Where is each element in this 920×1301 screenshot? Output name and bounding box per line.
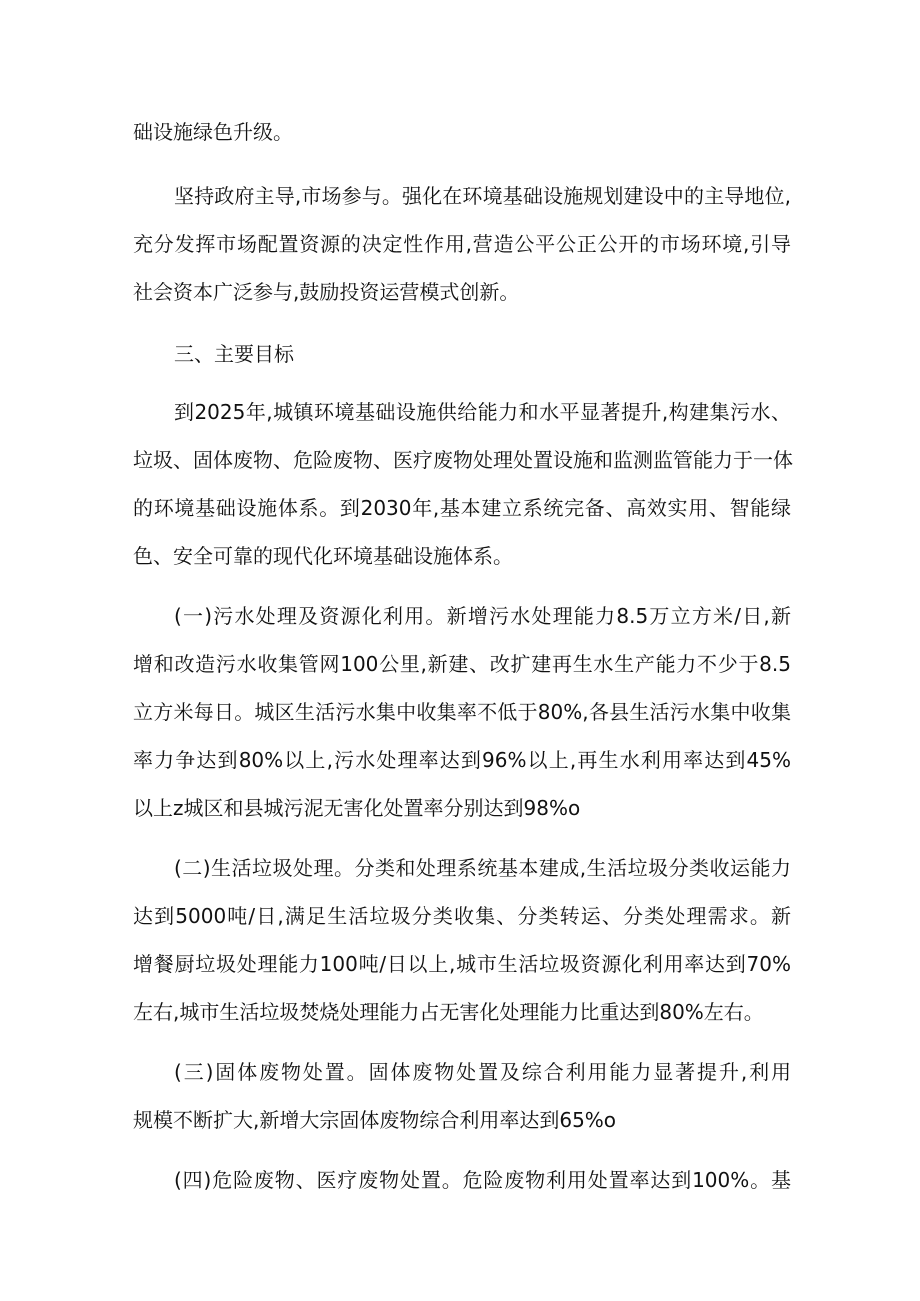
paragraph-line: 左右,城市生活垃圾焚烧处理能力占无害化处理能力比重达到80%左右。 <box>133 1000 764 1024</box>
paragraph-line: 垃圾、固体废物、危险废物、医疗废物处理处置设施和监测监管能力于一体 <box>133 448 793 472</box>
paragraph-line: 立方米每日。城区生活污水集中收集率不低于80%,各县生活污水集中收集 <box>133 700 791 724</box>
paragraph-line: 增和改造污水收集管网100公里,新建、改扩建再生水生产能力不少于8.5 <box>133 652 791 676</box>
paragraph-line: 坚持政府主导,市场参与。强化在环境基础设施规划建设中的主导地位, <box>174 184 791 208</box>
paragraph-line: 础设施绿色升级。 <box>133 120 293 144</box>
paragraph-line: 率力争达到80%以上,污水处理率达到96%以上,再生水利用率达到45% <box>133 748 791 772</box>
paragraph-line: 社会资本广泛参与,鼓励投资运营模式创新。 <box>133 280 520 304</box>
paragraph-line: 的环境基础设施体系。到2030年,基本建立系统完备、高效实用、智能绿 <box>133 496 791 520</box>
paragraph-line: 到2025年,城镇环境基础设施供给能力和水平显著提升,构建集污水、 <box>174 400 791 424</box>
paragraph-line: 规模不断扩大,新增大宗固体废物综合利用率达到65%o <box>133 1108 617 1132</box>
paragraph-line: (四)危险废物、医疗废物处置。危险废物利用处置率达到100%。基 <box>174 1168 791 1192</box>
paragraph-line: 增餐厨垃圾处理能力100吨/日以上,城市生活垃圾资源化利用率达到70% <box>133 952 791 976</box>
paragraph-line: 色、安全可靠的现代化环境基础设施体系。 <box>133 544 513 568</box>
section-heading: 三、主要目标 <box>174 342 294 366</box>
paragraph-line: (二)生活垃圾处理。分类和处理系统基本建成,生活垃圾分类收运能力 <box>174 856 791 880</box>
paragraph-line: (一)污水处理及资源化利用。新增污水处理能力8.5万立方米/日,新 <box>174 604 791 628</box>
paragraph-line: 达到5000吨/日,满足生活垃圾分类收集、分类转运、分类处理需求。新 <box>133 904 791 928</box>
paragraph-line: 以上z城区和县城污泥无害化处置率分别达到98%o <box>133 796 581 820</box>
paragraph-line: 充分发挥市场配置资源的决定性作用,营造公平公正公开的市场环境,引导 <box>133 232 791 256</box>
paragraph-line: (三)固体废物处置。固体废物处置及综合利用能力显著提升,利用 <box>174 1060 791 1084</box>
